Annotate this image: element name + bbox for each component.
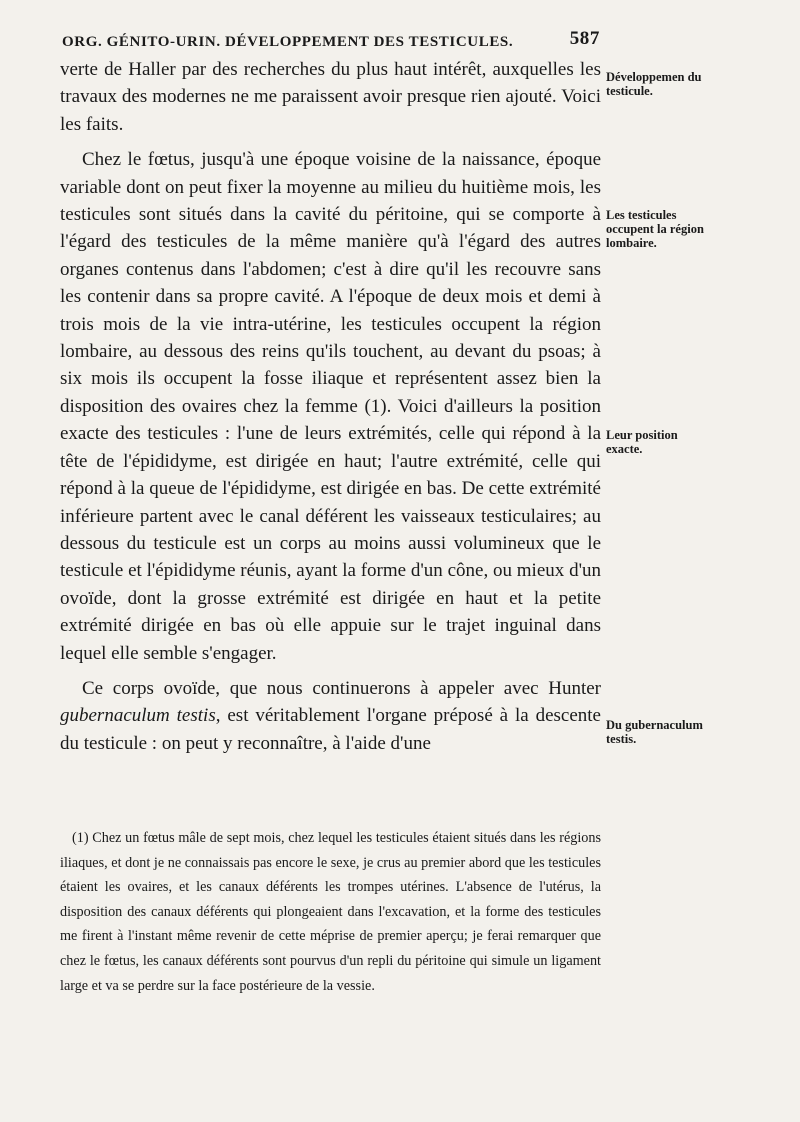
- margin-note-developpement: Développemen du testicule.: [606, 70, 702, 98]
- running-head-title: ORG. GÉNITO-URIN. DÉVELOPPEMENT DES TESTICULES.: [62, 34, 514, 50]
- main-text: [60, 56, 601, 757]
- footnote-1: (1) Chez un fœtus mâle de sept mois, chez lequel les testicules étaient situés dans les régions iliaques, et dont je ne connaissais pas encore le sexe, je crus au premier abord que les testicules étaient les ovaires, et les canaux déférents les trompes utérines. L'absence de l'utérus, la disposition des canaux déférents qui plongeaient dans l'excavation, et la forme des testicules me firent à l'instant même revenir de cette méprise de premier aperçu; je ferai remarquer que chez le fœtus, les canaux déférents sont pourvus d'un repli du péritoine qui simule un ligament large et va se perdre sur la face postérieure de la vessie.: [60, 830, 601, 994]
- running-head: [62, 24, 600, 54]
- margin-note-gubernaculum: Du gubernaculum testis.: [606, 718, 703, 746]
- paragraph-continued: verte de Haller par des recherches du plus haut intérêt, auxquelles les travaux des modernes ne me paraissent avoir presque rien ajouté. Voici les faits.: [60, 59, 601, 135]
- paragraph-gubernaculum-end: , est véritablement l'organe préposé à la descente du testicule : on peut y reconnaître, à l'aide d'une: [60, 705, 601, 754]
- paragraph-foetus: Chez le fœtus, jusqu'à une époque voisine de la naissance, époque variable dont on peut fixer la moyenne au milieu du huitième mois, les testicules sont situés dans la cavité du péritoine, qui se comporte à l'égard des testicules de la même manière qu'à l'égard des autres organes contenus dans l'abdomen; c'est à dire qu'il les recouvre sans les contenir dans sa propre cavité. A l'époque de deux mois et demi à trois mois de la vie intra-utérine, les testicules occupent la région lombaire, au dessous des reins qu'ils touchent, au devant du psoas; à six mois ils occupent la fosse iliaque et représentent assez bien la disposition des ovaires chez la femme (1). Voici d'ailleurs la position exacte des testicules : l'une de leurs extrémités, celle qui répond à la tête de l'épididyme, est dirigée en haut; l'autre extrémité, celle qui répond à la queue de l'épididyme, est dirigée en bas. De cette extrémité inférieure partent avec le canal déférent les vaisseaux testiculaires; au dessous du testicule est un corps au moins aussi volumineux que le testicule et l'épididyme réunis, ayant la forme d'un cône, ou mieux d'un ovoïde, dont la grosse extrémité est dirigée en haut et la petite extrémité dirigée en bas où elle appuie sur le trajet inguinal dans lequel elle semble s'engager.: [60, 149, 601, 664]
- margin-note-region-lombaire: Les testicules occupent la région lombaire.: [606, 208, 704, 250]
- page-number: 587: [569, 28, 600, 49]
- paragraph-gubernaculum-start: Ce corps ovoïde, que nous continuerons à appeler avec Hunter: [82, 677, 601, 699]
- gubernaculum-term: gubernaculum testis: [60, 705, 216, 727]
- paragraph-gubernaculum: [60, 675, 601, 757]
- footnote-area: [60, 826, 601, 998]
- margin-note-position-exacte: Leur position exacte.: [606, 428, 678, 456]
